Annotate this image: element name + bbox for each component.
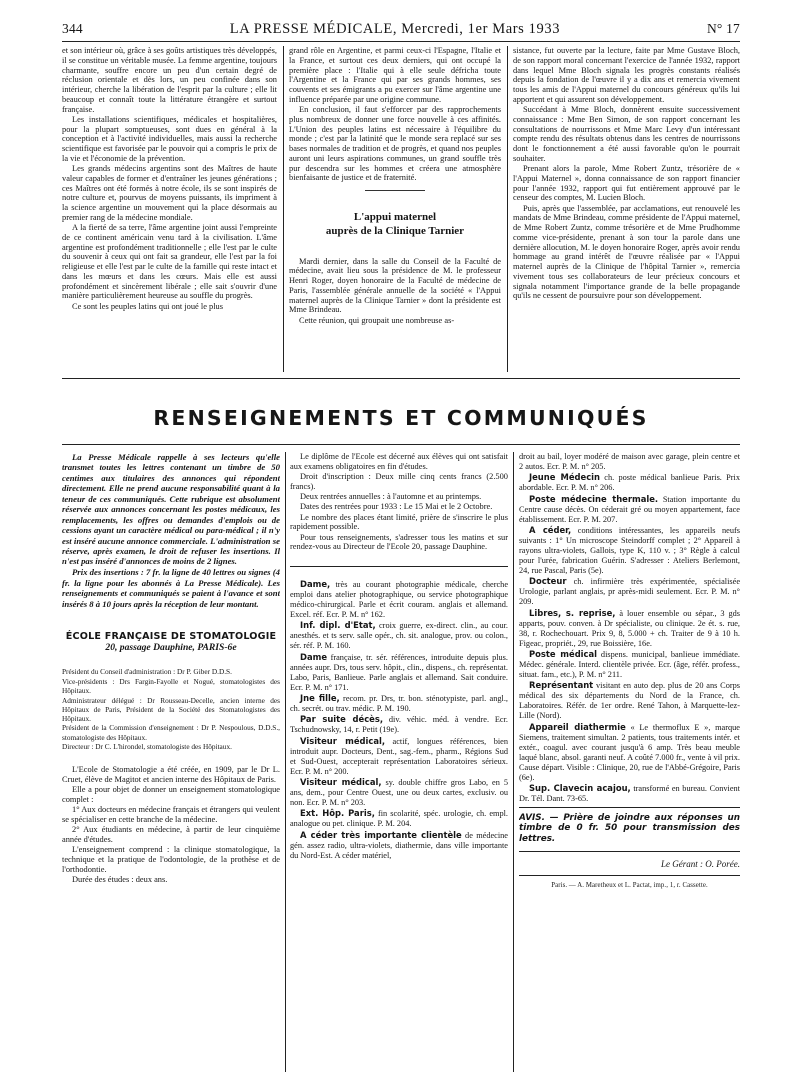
bottom-column-1 (62, 452, 280, 1072)
column-divider (507, 46, 508, 372)
paragraph: 1° Aux docteurs en médecine français et étrangers qui veulent se spécialiser en cette branche de la médecine. (62, 805, 280, 825)
section-rule (62, 444, 740, 445)
header-rule (62, 41, 740, 42)
paragraph: Succédant à Mme Bloch, donnèrent ensuite successivement connaissance : Mme Ben Simon, de son rapport concernant les consultations de nourrissons et Mme Marc Levy d'un intéressant compte rendu des résultats obtenus dans les centres de nourrissons dont le fonctionnement a été aussi favorable qu'on le pourrait souhaiter. (513, 105, 740, 163)
ad-text: div. véhic. méd. à vendre. Ecr. Tschudnowsky, 14, r. Petit (19e). (290, 715, 508, 735)
paragraph: A la fierté de sa terre, l'âme argentine joint aussi l'empreinte de ce continent américain venu tard à la civilisation. L'âme argentine est profondément traditionnelle ; elle l'est par le culte du souvenir à ceux qui ont fait sa grandeur, elle l'est par la foi religieuse et elle l'est par le culte de la famille qui reste intact et dans les mœurs et dans les cœurs. Mais elle est aussi profondément et sincèrement libérale ; elle sait s'ouvrir d'une manière particulièrement heureuse au souffle du progrès. (62, 223, 277, 301)
ad-text: ch. poste médical banlieue Paris. Prix abordable. Ecr. P. M. n° 206. (519, 473, 740, 493)
paragraph: Les grands médecins argentins sont des Maîtres de haute valeur capables de former et d'entraîner les jeunes générations ; ces Maîtres ont été formés à notre école, ils se sont inspirés de notre culture et, pourvus de moyens puissants, ils impriment à la science argentine un mouvement qui la place désormais au premier rang de la médecine mondiale. (62, 164, 277, 222)
ad-keyword: Poste médecine thermale. (529, 493, 659, 504)
gerant-line: Le Gérant : O. Porée. (661, 858, 740, 869)
notice-prices: Prix des insertions : 7 fr. la ligne de 40 lettres ou signes (4 fr. la ligne pour les abonnés à La Presse Médicale). Les renseignements et communiqués se paient à l'avance et sont insérés 8 à 10 jours après la réception de leur montant. (62, 567, 280, 609)
page-number: 344 (62, 21, 83, 36)
classified-ads (290, 579, 508, 861)
paragraph: L'enseignement comprend : la clinique stomatologique, la technique et la pratique de l'odontologie, de la prothèse et de l'orthodontie. (62, 845, 280, 874)
ad-text: « Le thermoflux E », marque Siemens, traitement simultan. 2 patients, tous traitements intér. et extér., coagul. avec courant jusqu'à 6 amp. Très beau meuble laqué blanc, absol. garanti neuf. A coûté 7.000 fr., vente à vil prix. Cause départ. Visible : Clinique, 20, rue de l'Abbé-Grégoire, Paris (6e). (519, 722, 740, 782)
ad-keyword: Visiteur médical, (300, 735, 386, 746)
classified-ad (290, 693, 508, 714)
column-divider (513, 452, 514, 1072)
classified-ad (519, 680, 740, 721)
paragraph: Deux rentrées annuelles : à l'automne et au printemps. (300, 492, 482, 501)
paragraph: Pour tous renseignements, s'adresser tous les matins et sur rendez-vous au Directeur de l'Ecole 20, passage Dauphine. (290, 532, 508, 552)
ad-keyword: Dame, (300, 579, 331, 589)
classified-ad (519, 608, 740, 649)
ad-text: conditions intéressantes, les appareils neufs suivants : 1° Un microscope Steindorff complet ; 2° Appareil à rayons ultra-violets, Gallois, type K, 110 v. ; 3° Règle à calcul pour l'urée, fabrication Guérin. S'adresser : Ateliers Berlemont, 24, rue Pascal, Paris (5e). (519, 526, 740, 575)
ad-keyword: Appareil diathermie (529, 721, 626, 732)
divider (519, 851, 740, 852)
ad-text: très au courant photographie médicale, cherche emploi dans atelier photographique, ou service photographique médico-chirurgical. Parle et écrit couram. anglais et allemand. Excel. réf. Ecr. P. M. n° 162. (290, 580, 508, 619)
officer: Président de la Commission d'enseignement : Dr P. Nespoulous, D.D.S., stomatologiste des Hôpitaux. (62, 723, 280, 742)
section-rule (62, 378, 740, 379)
paragraph: grand rôle en Argentine, et parmi ceux-ci l'Espagne, l'Italie et la France, et surtout ces deux derniers, qui ont occupé la première place : l'Italie qui à elle seule défricha toute l'Argentine et la France qui par ses grands hommes, ses couvents et ses émigrants a pu exercer sur l'âme argentine une influence préparée par une origine commune. (289, 46, 501, 104)
ad-keyword: Par suite décès, (300, 714, 384, 725)
ad-text: fin scolarité, spéc. urologie, ch. empl. analogue ou pet. clinique. P. M. 204. (290, 809, 508, 829)
paragraph: Ce sont les peuples latins qui ont joué le plus (72, 301, 223, 311)
section-title: RENSEIGNEMENTS ET COMMUNIQUÉS (153, 406, 649, 430)
classified-ad (519, 494, 740, 525)
ad-keyword: Libres, s. reprise, (529, 607, 616, 618)
ad-keyword: Dame (300, 651, 328, 662)
paragraph: En conclusion, il faut s'efforcer par des rapprochements plus nombreux de donner une force nouvelle à ces affinités. L'Union des peuples latins est nécessaire à l'équilibre du monde ; c'est par la latinité que le monde sera replacé sur ses bases normales de tradition et de progrès, et quand nos peuples auront uni leurs aspirations communes, un grand souffle très pur descendra sur les hommes et créera une atmosphère bienfaisante de justice et de fraternité. (289, 105, 501, 183)
column-divider (283, 46, 284, 372)
ad-continuation: droit au bail, loyer modéré de maison avec garage, plein centre et 2 autos. Ecr. P. M. n° 205. (519, 452, 740, 471)
classified-ad (290, 579, 508, 620)
ad-keyword: Représentant (529, 680, 594, 691)
classified-ad (290, 620, 508, 651)
ad-keyword: Visiteur médical, (300, 777, 382, 788)
classified-ad (519, 783, 740, 804)
classified-ad (290, 714, 508, 735)
classified-ad (290, 777, 508, 808)
ad-text: ch. infirmière très expérimentée, spécialisée Urologie, parlant anglais, pr après-midi seulement. Ecr. P. M. n° 209. (519, 577, 740, 607)
paragraph: sistance, fut ouverte par la lecture, faite par Mme Gustave Bloch, de son rapport moral concernant l'exercice de l'année 1932, rapport dans lequel Mme Bloch signala les progrès constants réalisés depuis la fondation de l'œuvre il y a dix ans et remercia vivement tous les amis de l'Appui maternel du concours généreux qu'ils lui apportent et qui assurent son développement. (513, 46, 740, 104)
ad-text: croix guerre, ex-direct. clin., au cour. anesthés. et ts serv. salle opér., ch. sit. analogue, prov. ou colon., sér. réf. P. M. 160. (290, 621, 508, 651)
top-column-1 (62, 46, 277, 372)
separator (365, 190, 425, 191)
classified-ad (290, 830, 508, 861)
ad-text: actif, longues références, bien introduit aupr. Docteurs, Dent., sag.-fem., pharm., Régions Sud et Sud-Ouest, accepterait représentation Laboratoires sérieux. Ecr. P. M. n° 200. (290, 736, 508, 776)
paragraph: Le diplôme de l'Ecole est décerné aux élèves qui ont satisfait aux examens obligatoires en fin d'études. (290, 452, 508, 471)
officer: Vice-présidents : Drs Fargin-Fayolle et Nogué, stomatologistes des Hôpitaux. (62, 676, 280, 696)
divider (519, 807, 740, 808)
classified-ad (519, 649, 740, 680)
classified-ad (519, 472, 740, 493)
officer: Directeur : Dr C. L'hirondel, stomatologiste des Hôpitaux. (62, 742, 232, 752)
ad-text: visitant en auto dep. plus de 20 ans Corps médical des six départements du Nord de la France, ch. Laboratoires. Référ. de 1er ordre. René Tahon, à Marquette-lez-Lille (Nord). (519, 681, 740, 721)
classified-ads (519, 472, 740, 804)
bottom-column-2 (290, 452, 508, 1072)
classified-ad (519, 576, 740, 607)
ad-keyword: Jeune Médecin (529, 472, 601, 483)
ad-text: dispens. municipal, banlieue immédiate. Médec. générale. Interd. clientèle privée. Ecr. (âge, référ. profess., situat. fam., etc.), P. M. n° 211. (519, 650, 740, 680)
ad-text: transformé en bureau. Convient Dr. Tél. Dant. 73-65. (519, 784, 740, 803)
classified-ad (519, 722, 740, 783)
ad-text: sy. double chiffre gros Labo, en 5 ans, dem., pour Centre Ouest, une ou deux cartes, exclusiv. ou non. Ecr. P. M. n° 203. (290, 778, 508, 808)
avis-notice: AVIS. — Prière de joindre aux réponses un timbre de 0 fr. 50 pour transmission des lettres. (519, 812, 740, 844)
ad-text: française, tr. sér. références, introduite depuis plus. années aupr. Drs, tous serv. hôpit., clin., dispens., ch. représentat. Labo, Paris, Banlieue. Parle anglais et allemand. Sait conduire. Ecr. P. M. n° 171. (290, 652, 508, 692)
school-title: ÉCOLE FRANÇAISE DE STOMATOLOGIE (65, 631, 277, 643)
ad-text: à louer ensemble ou sépar., 3 gds apparts, pouv. conven. à Dr spécialiste, ou clinique. 2e ét. s. rue, 38, r. Rochechouart. Prix 9, 8, 5.000 + ch. Traiter de 9 à 10 h. Figeac, propriét., 29, rue Boissière, 16e. (519, 608, 740, 648)
printer-line: Paris. — A. Maretheux et L. Pactat, imp., 1, r. Cassette. (551, 881, 708, 889)
ad-keyword: Ext. Hôp. Paris, (300, 808, 375, 819)
paragraph: Mardi dernier, dans la salle du Conseil de la Faculté de médecine, avait lieu sous la présidence de M. le professeur Henri Roger, doyen honoraire de la Faculté de médecine de Paris, l'assemblée générale annuelle de la société « l'Appui maternel auprès de la Clinique Tarnier » dont la présidente est Mme Brindeau. (289, 256, 501, 315)
ad-text: de médecine gén. assez radio, ultra-violets, diathermie, dans ville importante du Nord-Est. A céder matériel, (290, 830, 508, 860)
bottom-column-3 (519, 452, 740, 1072)
paragraph: Droit d'inscription : Deux mille cinq cents francs (2.500 francs). (290, 472, 508, 491)
page-header (62, 21, 740, 39)
top-column-2 (289, 46, 501, 372)
paragraph: Elle a pour objet de donner un enseignement stomatologique complet : (62, 785, 280, 805)
top-column-3 (513, 46, 740, 372)
officer: Président du Conseil d'administration : Dr P. Giber D.D.S. (62, 667, 232, 677)
divider (290, 566, 508, 567)
ad-keyword: Sup. Clavecin acajou, (529, 783, 631, 793)
ad-keyword: Jne fille, (300, 692, 340, 703)
paragraph: Le nombre des places étant limité, prière de s'inscrire le plus rapidement possible. (290, 512, 508, 532)
classified-ad (519, 525, 740, 576)
paragraph: Cette réunion, qui groupait une nombreuse as- (299, 315, 455, 325)
ad-keyword: Docteur (529, 576, 567, 587)
issue-number: N° 17 (706, 21, 740, 36)
article-title: L'appui maternel auprès de la Clinique Tarnier (325, 211, 465, 237)
officers-list (62, 667, 280, 751)
ad-keyword: Inf. dipl. d'Etat, (300, 620, 376, 631)
column-divider (285, 452, 286, 1072)
paragraph: Durée des études : deux ans. (72, 875, 168, 885)
classified-ad (290, 808, 508, 829)
paragraph: L'Ecole de Stomatologie a été créée, en 1909, par le Dr L. Cruet, élève de Magitot et ancien interne des Hôpitaux de Paris. (62, 765, 280, 785)
classified-ad (290, 652, 508, 693)
paragraph: Prenant alors la parole, Mme Robert Zuntz, trésorière de « l'Appui Maternel », donna connaissance de son rapport financier pour l'année 1932, rapport qui fut entièrement approuvé par le censeur des comptes, M. Lucien Bloch. (513, 164, 740, 203)
classified-ad (290, 736, 508, 777)
ad-keyword: A céder très importante clientèle (300, 829, 462, 840)
officer: Administrateur délégué : Dr Rousseau-Decelle, ancien interne des Hôpitaux de Paris, Président de la Société des Stomatologistes des Hôpitaux. (62, 695, 280, 723)
paragraph: Dates des rentrées pour 1933 : Le 15 Mai et le 2 Octobre. (300, 502, 493, 512)
divider (519, 875, 740, 876)
journal-title: LA PRESSE MÉDICALE, Mercredi, 1er Mars 1933 (229, 21, 561, 37)
ad-keyword: A céder, (529, 525, 572, 536)
paragraph: Les installations scientifiques, médicales et hospitalières, pour la plupart somptueuses, sont dues en général à la conception et à l'activité individuelles, mais aussi la recherche scientifique est favorisée par le pouvoir qui a compris le prix de la vie et l'économie de la prévention. (62, 114, 277, 163)
paragraph: 2° Aux étudiants en médecine, à partir de leur cinquième année d'études. (62, 825, 280, 845)
ad-text: Station importante du Centre cause décès. On céderait gré ou moyen appartement, face établissement. Ecr. P. M. 207. (519, 494, 740, 524)
paragraph: Puis, après que l'assemblée, par acclamations, eut renouvelé les mandats de Mme Brindeau, comme présidente de l'Appui maternel, de Mme Robert Zuntz, comme trésorière et de Mme Prudhomme comme vice-présidente, prenant à son tour la parole dans une dernière allocution, M. le doyen honoraire Roger, après avoir rendu hommage au grand intérêt de l'œuvre réalisée par « l'Appui maternel auprès de la Clinique de l'hôpital Tarnier », remercia vivement tous ses collaborateurs de leur précieux concours et signala notamment l'importance grande de la belle propagande qu'ils ne cessent de poursuivre pour son développement. (513, 203, 740, 301)
notice-paragraph: La Presse Médicale rappelle à ses lecteurs qu'elle transmet toutes les lettres contenant un timbre de 50 centimes aux titulaires des annonces qui répondent directement. Elle ne prend aucune responsabilité quant à la teneur de ces communiqués. Cette rubrique est absolument réservée aux annonces concernant les postes médicaux, les remplacements, les offres ou demandes d'emplois ou de cessions ayant un caractère médical ou para-médical ; il n'y est inséré aucune annonce commerciale. L'administration se réserve, après examen, le droit de refuser les insertions. Il n'est pas inséré d'annonces de moins de 2 lignes. (62, 452, 280, 567)
paragraph: et son intérieur où, grâce à ses goûts artistiques très développés, il se constitue un véritable musée. La femme argentine, toujours charmante, souffre encore un peu d'un certain degré de réclusion orientale et dès lors, un peu confinée dans son intérieur, cherche la libération de l'esprit par la culture ; elle lit beaucoup et connaît toute la littérature étrangère et surtout française. (62, 46, 277, 114)
ad-text: recom. pr. Drs, tr. bon. sténotypiste, parl. angl., ch. secrét. ou trav. médic. P. M. 190. (290, 693, 508, 713)
school-address: 20, passage Dauphine, PARIS-6e (105, 642, 237, 654)
ad-keyword: Poste médical (529, 649, 598, 660)
